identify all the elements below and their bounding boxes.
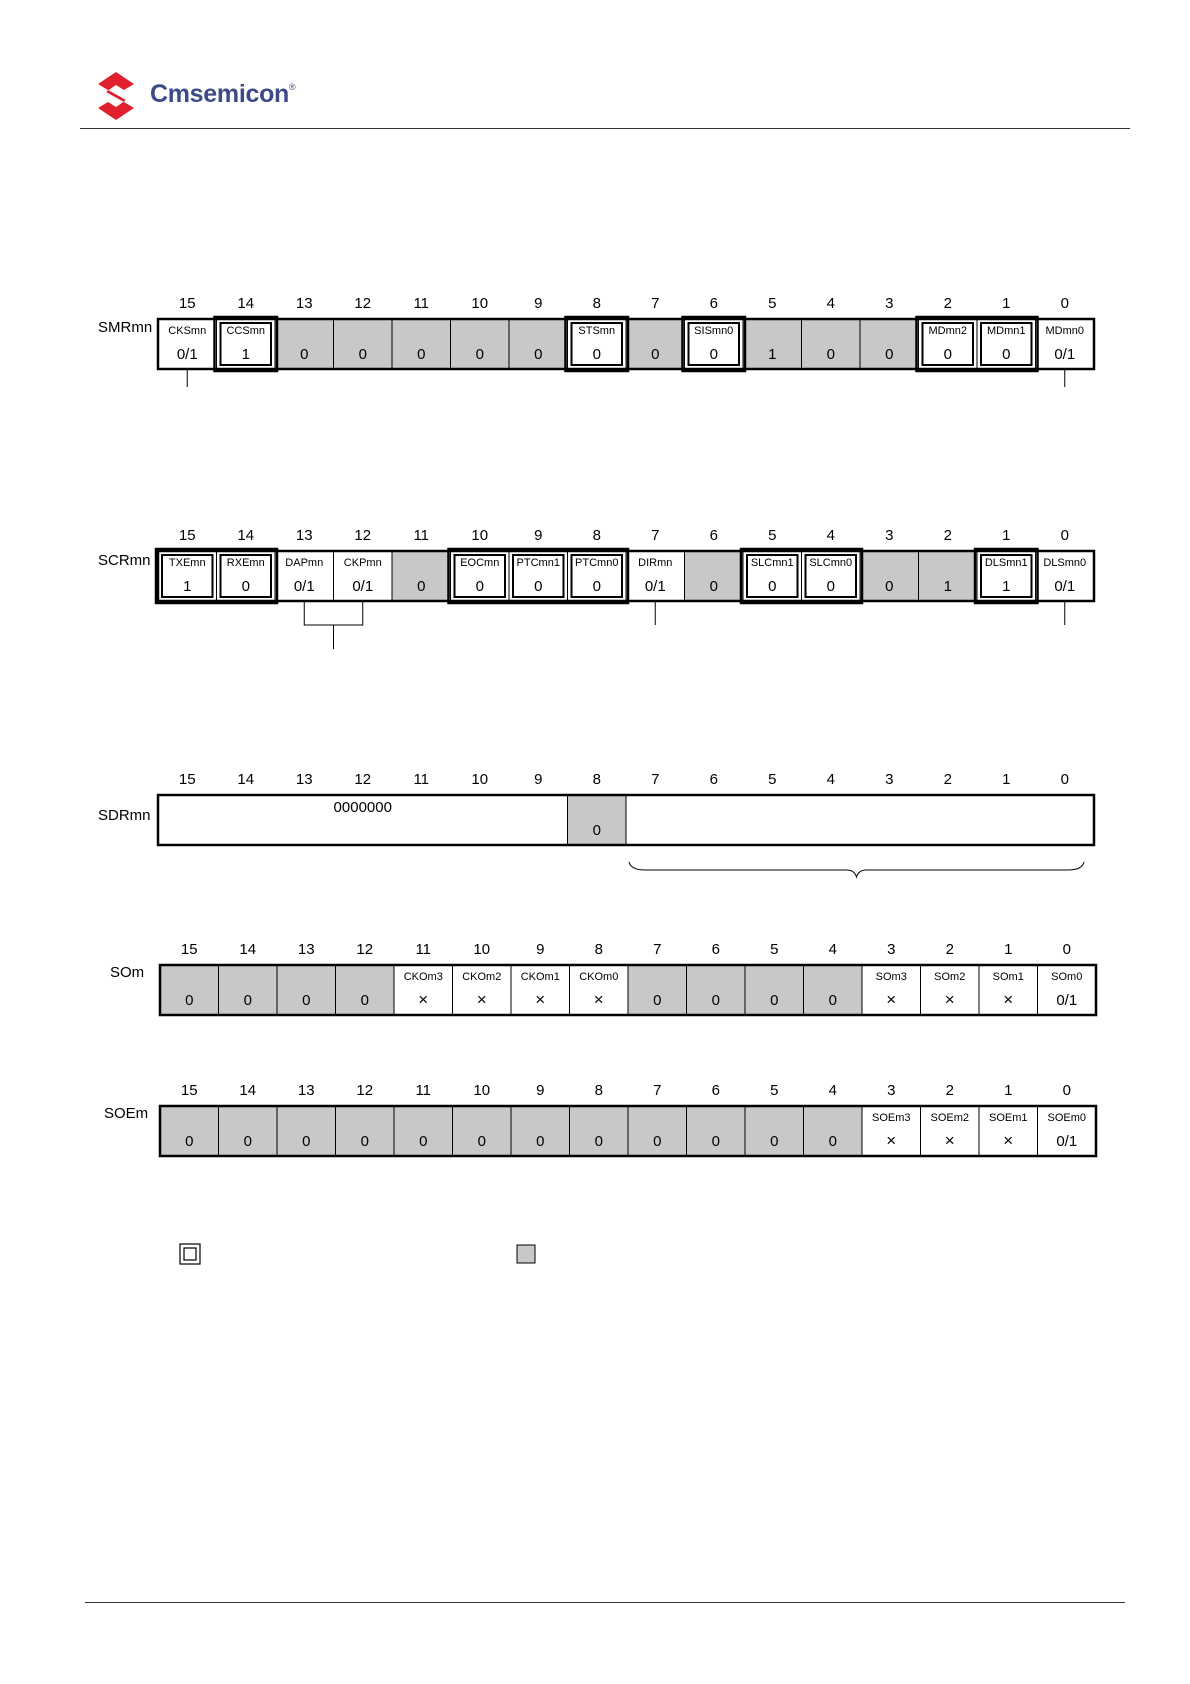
bit-number: 15 — [180, 941, 198, 958]
bit-field-label: SOm0 — [1051, 971, 1083, 983]
bit-number: 9 — [534, 295, 543, 312]
bit-value: 0/1 — [1054, 346, 1076, 363]
bit-value: 0 — [592, 346, 601, 363]
bit-field-label: SOEm1 — [988, 1112, 1028, 1124]
bit-field-label: MDmn0 — [1045, 325, 1085, 337]
bit-number: 9 — [534, 527, 543, 544]
bit-number: 15 — [178, 771, 196, 788]
bit-number: 9 — [534, 771, 543, 788]
bit-number: 7 — [653, 1082, 662, 1099]
trademark-symbol: ® — [289, 82, 296, 92]
bit-value: 0 — [826, 578, 835, 595]
bit-field-label: MDmn1 — [986, 325, 1026, 337]
bit-number: 11 — [415, 1082, 432, 1099]
bit-value: 0 — [653, 992, 662, 1009]
bit-number: 10 — [471, 295, 489, 312]
register-name-som: SOm — [110, 964, 145, 981]
bit-number: 7 — [651, 295, 660, 312]
cross-mark: × — [593, 990, 604, 1009]
bit-number: 6 — [711, 1082, 720, 1099]
bit-number: 13 — [295, 527, 313, 544]
bit-value: 0 — [651, 346, 660, 363]
register-name-scrmn: SCRmn — [98, 552, 151, 569]
brace-line — [629, 862, 1084, 877]
bit-number: 2 — [943, 771, 952, 788]
bit-value: 0 — [653, 1133, 662, 1150]
double-box-icon — [180, 1244, 200, 1264]
bit-value: 0 — [711, 992, 720, 1009]
bit-number: 14 — [239, 1082, 257, 1099]
bit-number: 15 — [178, 527, 196, 544]
bit-value: 0 — [828, 992, 837, 1009]
bit-field-label: DLSmn1 — [984, 557, 1028, 569]
bit-number: 11 — [413, 527, 430, 544]
bit-field-label: SOm3 — [875, 971, 907, 983]
bit-value: 0 — [185, 992, 194, 1009]
bit-number: 12 — [354, 527, 372, 544]
bit-number: 9 — [536, 941, 545, 958]
shaded-box-icon — [517, 1245, 535, 1263]
bit-field-label: CKOm2 — [462, 971, 502, 983]
bit-value: 0 — [243, 992, 252, 1009]
cross-mark: × — [1003, 1131, 1014, 1150]
bit-value: 0 — [1002, 346, 1011, 363]
bit-number: 0 — [1062, 1082, 1071, 1099]
bit-number: 7 — [651, 771, 660, 788]
bit-number: 5 — [768, 295, 777, 312]
bit-value: 0 — [534, 578, 543, 595]
bit-number: 12 — [356, 1082, 374, 1099]
bit-number: 8 — [594, 1082, 603, 1099]
bit-number: 13 — [297, 1082, 315, 1099]
bit-number: 12 — [354, 771, 372, 788]
bit-field-label: SOm2 — [934, 971, 966, 983]
bit-number: 15 — [178, 295, 196, 312]
bit-number: 5 — [770, 941, 779, 958]
bit-field-label: TXEmn — [168, 557, 206, 569]
bit-field-label: SISmn0 — [694, 325, 734, 337]
bit-field-label: STSmn — [578, 325, 616, 337]
bit-number: 14 — [237, 527, 255, 544]
bit-number: 12 — [354, 295, 372, 312]
bit-value-high: 0000000 — [333, 799, 392, 816]
bit-number: 8 — [592, 771, 601, 788]
cross-mark: × — [886, 1131, 897, 1150]
bit-number: 13 — [295, 771, 313, 788]
bit-field-label: PTCmn1 — [516, 557, 560, 569]
bit-value: 0 — [477, 1133, 486, 1150]
bit-field-label: RXEmn — [226, 557, 265, 569]
bit-number: 2 — [943, 527, 952, 544]
cross-mark: × — [476, 990, 487, 1009]
bit-value: 0 — [300, 346, 309, 363]
bit-field-label: CCSmn — [226, 325, 266, 337]
bit-field-label: CKOm3 — [403, 971, 443, 983]
bit-number: 13 — [295, 295, 313, 312]
bit-number: 4 — [826, 771, 835, 788]
bit-number: 8 — [592, 527, 601, 544]
bit-field-label: CKSmn — [168, 325, 207, 337]
bit-value: 0 — [534, 346, 543, 363]
bit-number: 0 — [1062, 941, 1071, 958]
bit-value: 0 — [826, 346, 835, 363]
bit-number: 3 — [885, 771, 894, 788]
bit-number: 6 — [709, 295, 718, 312]
bit-value: 0/1 — [293, 578, 315, 595]
bit-value: 0 — [594, 1133, 603, 1150]
bit-number: 8 — [592, 295, 601, 312]
bit-field-label: CKPmn — [343, 557, 382, 569]
bit-number: 7 — [653, 941, 662, 958]
bit-number: 10 — [473, 1082, 491, 1099]
bit-value: 0 — [241, 578, 250, 595]
bit-value: 0/1 — [1056, 992, 1078, 1009]
bit-value: 1 — [241, 346, 250, 363]
bit-value: 0/1 — [644, 578, 666, 595]
bit-field-label: PTCmn0 — [575, 557, 619, 569]
register-name-soem: SOEm — [104, 1105, 149, 1122]
bit-number: 1 — [1002, 771, 1011, 788]
bit-number: 5 — [768, 527, 777, 544]
bit-number: 14 — [239, 941, 257, 958]
bit-number: 10 — [473, 941, 491, 958]
bit-number: 4 — [826, 295, 835, 312]
bit-number: 1 — [1004, 941, 1013, 958]
bit-number: 15 — [180, 1082, 198, 1099]
bit-value: 0 — [358, 346, 367, 363]
bit-value: 0 — [302, 1133, 311, 1150]
bit-number: 3 — [887, 1082, 896, 1099]
bit-number: 0 — [1060, 527, 1069, 544]
bit-number: 11 — [415, 941, 432, 958]
bit-value: 1 — [768, 346, 777, 363]
bit-number: 3 — [885, 295, 894, 312]
bit-field-label: SOEm2 — [930, 1112, 970, 1124]
register-name-sdrmn: SDRmn — [98, 807, 151, 824]
bit-field-label: MDmn2 — [928, 325, 968, 337]
bit-number: 6 — [709, 771, 718, 788]
bit-value: 1 — [1002, 578, 1011, 595]
bit-number: 3 — [885, 527, 894, 544]
bit-number: 4 — [828, 941, 837, 958]
register-name-smrmn: SMRmn — [98, 319, 153, 336]
bit-value: 0 — [709, 346, 718, 363]
bit-number: 2 — [943, 295, 952, 312]
bit-value: 0/1 — [352, 578, 374, 595]
bit-field-label: SOm1 — [992, 971, 1024, 983]
bit-value: 0 — [768, 578, 777, 595]
bit-number: 3 — [887, 941, 896, 958]
bit-number: 1 — [1002, 527, 1011, 544]
bit-number: 5 — [768, 771, 777, 788]
cross-mark: × — [886, 990, 897, 1009]
bit-field-label: SOEm0 — [1047, 1112, 1087, 1124]
bit-value: 0 — [360, 1133, 369, 1150]
bit-field-label: DIRmn — [638, 557, 673, 569]
bit-value: 0 — [828, 1133, 837, 1150]
bit-value: 0 — [475, 578, 484, 595]
bit-field-label: DLSmn0 — [1043, 557, 1087, 569]
bit-field-label: CKOm1 — [520, 971, 560, 983]
bit-number: 4 — [828, 1082, 837, 1099]
bit-number: 10 — [471, 527, 489, 544]
bit-value: 0 — [475, 346, 484, 363]
bit-number: 9 — [536, 1082, 545, 1099]
bit-number: 14 — [237, 295, 255, 312]
cross-mark: × — [1003, 990, 1014, 1009]
bit-field-label: EOCmn — [460, 557, 500, 569]
bit-field-label: CKOm0 — [579, 971, 619, 983]
bit-number: 12 — [356, 941, 374, 958]
bit-value: 0 — [885, 578, 894, 595]
bit-number: 14 — [237, 771, 255, 788]
bit-number: 0 — [1060, 295, 1069, 312]
bit-number: 1 — [1002, 295, 1011, 312]
bit-value: 1 — [943, 578, 952, 595]
bit-number: 1 — [1004, 1082, 1013, 1099]
bit-value: 0/1 — [1054, 578, 1076, 595]
bit-number: 5 — [770, 1082, 779, 1099]
bit-number: 8 — [594, 941, 603, 958]
bit-number: 6 — [711, 941, 720, 958]
bit-field-label: DAPmn — [285, 557, 324, 569]
bit-value: 0 — [592, 822, 601, 839]
bit-value: 0 — [770, 1133, 779, 1150]
bit-field-label: SOEm3 — [871, 1112, 911, 1124]
bit-number: 2 — [945, 1082, 954, 1099]
bit-number: 0 — [1060, 771, 1069, 788]
bit-value: 0 — [302, 992, 311, 1009]
cross-mark: × — [944, 1131, 955, 1150]
brand-name: Cmsemicon® — [150, 80, 296, 108]
bit-value: 0 — [419, 1133, 428, 1150]
bit-field-label: SLCmn1 — [750, 557, 794, 569]
bit-number: 13 — [297, 941, 315, 958]
cross-mark: × — [944, 990, 955, 1009]
cross-mark: × — [418, 990, 429, 1009]
bit-number: 6 — [709, 527, 718, 544]
bit-value: 0 — [711, 1133, 720, 1150]
bit-value: 0 — [417, 578, 426, 595]
bit-value: 0 — [943, 346, 952, 363]
bit-number: 4 — [826, 527, 835, 544]
bracket-line — [304, 601, 363, 625]
bit-value: 0 — [770, 992, 779, 1009]
bit-number: 2 — [945, 941, 954, 958]
bit-value: 0 — [185, 1133, 194, 1150]
bit-value: 0 — [360, 992, 369, 1009]
bit-value: 0 — [709, 578, 718, 595]
bit-number: 10 — [471, 771, 489, 788]
bit-value: 0 — [592, 578, 601, 595]
bit-number: 11 — [413, 295, 430, 312]
bit-number: 7 — [651, 527, 660, 544]
cross-mark: × — [535, 990, 546, 1009]
bit-value: 0 — [243, 1133, 252, 1150]
bit-value: 0 — [885, 346, 894, 363]
bit-number: 11 — [413, 771, 430, 788]
bit-value: 0 — [417, 346, 426, 363]
bit-value: 0/1 — [1056, 1133, 1078, 1150]
bit-value: 1 — [183, 578, 192, 595]
bit-value: 0 — [536, 1133, 545, 1150]
bit-value: 0/1 — [176, 346, 198, 363]
bit-field-label: SLCmn0 — [809, 557, 853, 569]
